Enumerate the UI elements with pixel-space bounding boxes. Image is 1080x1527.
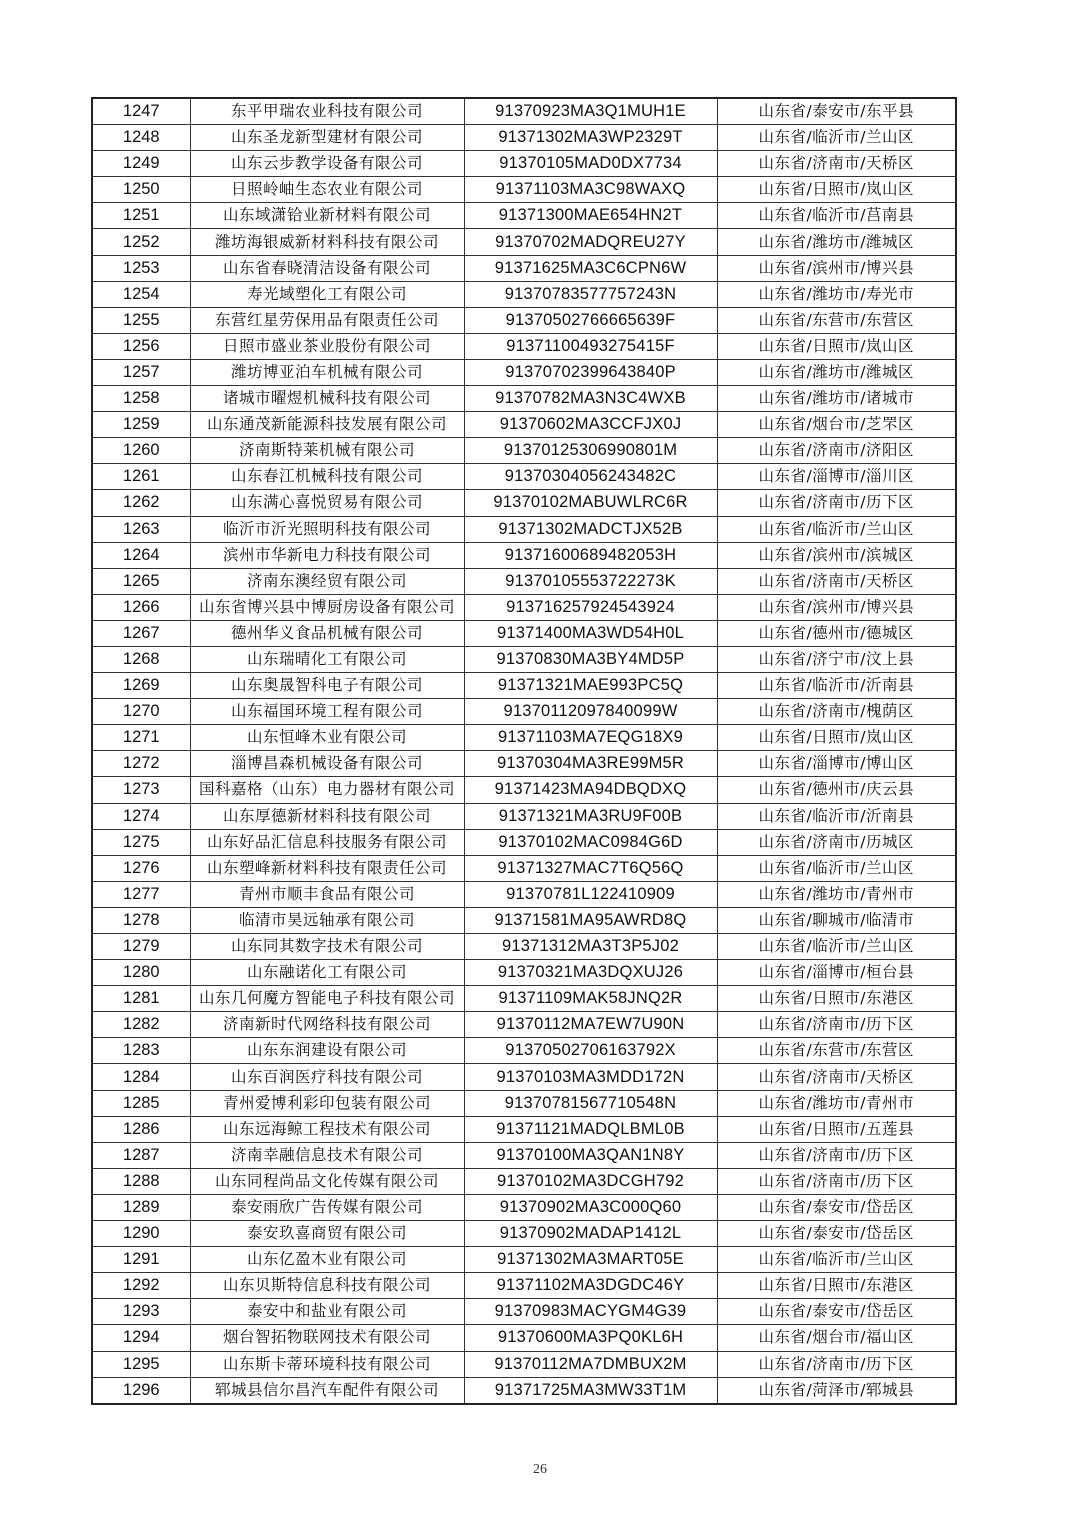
company-name-cell: 淄博昌森机械设备有限公司 <box>190 751 464 777</box>
credit-code-cell: 91370102MA3DCGH792 <box>464 1168 717 1194</box>
company-name-cell: 东平甲瑞农业科技有限公司 <box>190 98 464 125</box>
table-row <box>92 960 956 986</box>
row-number-cell: 1285 <box>92 1090 190 1116</box>
region-cell: 山东省/滨州市/博兴县 <box>717 594 956 620</box>
company-name-cell: 临清市昊远轴承有限公司 <box>190 907 464 933</box>
credit-code-cell: 91371302MADCTJX52B <box>464 516 717 542</box>
company-name-cell: 日照岭岫生态农业有限公司 <box>190 177 464 203</box>
company-name-cell: 东营红星劳保用品有限责任公司 <box>190 307 464 333</box>
table-row <box>92 803 956 829</box>
credit-code-cell: 91370902MADAP1412L <box>464 1221 717 1247</box>
table-row <box>92 203 956 229</box>
row-number-cell: 1280 <box>92 960 190 986</box>
page-number: 26 <box>533 1462 547 1477</box>
table-row <box>92 151 956 177</box>
row-number-cell: 1276 <box>92 855 190 881</box>
company-name-cell: 山东厚德新材料科技有限公司 <box>190 803 464 829</box>
region-cell: 山东省/临沂市/兰山区 <box>717 1247 956 1273</box>
company-name-cell: 山东圣龙新型建材有限公司 <box>190 125 464 151</box>
region-cell: 山东省/济南市/济阳区 <box>717 438 956 464</box>
company-name-cell: 山东同其数字技术有限公司 <box>190 934 464 960</box>
table-body <box>92 98 956 1404</box>
region-cell: 山东省/临沂市/兰山区 <box>717 855 956 881</box>
credit-code-cell: 91371423MA94DBQDXQ <box>464 777 717 803</box>
table-row <box>92 1299 956 1325</box>
credit-code-cell: 91370304056243482C <box>464 464 717 490</box>
table-row <box>92 568 956 594</box>
table-row <box>92 1038 956 1064</box>
company-name-cell: 山东亿盈木业有限公司 <box>190 1247 464 1273</box>
table-row <box>92 777 956 803</box>
credit-code-cell: 91371725MA3MW33T1M <box>464 1377 717 1404</box>
table-row <box>92 673 956 699</box>
credit-code-cell: 91371103MA3C98WAXQ <box>464 177 717 203</box>
company-name-cell: 山东好品汇信息科技服务有限公司 <box>190 829 464 855</box>
company-name-cell: 山东斯卡蒂环境科技有限公司 <box>190 1351 464 1377</box>
credit-code-cell: 91370304MA3RE99M5R <box>464 751 717 777</box>
credit-code-cell: 91370102MAC0984G6D <box>464 829 717 855</box>
region-cell: 山东省/淄博市/博山区 <box>717 751 956 777</box>
row-number-cell: 1256 <box>92 333 190 359</box>
company-name-cell: 山东域潇铪业新材料有限公司 <box>190 203 464 229</box>
row-number-cell: 1295 <box>92 1351 190 1377</box>
region-cell: 山东省/济南市/天桥区 <box>717 151 956 177</box>
row-number-cell: 1268 <box>92 646 190 672</box>
company-name-cell: 国科嘉格（山东）电力器材有限公司 <box>190 777 464 803</box>
table-row <box>92 542 956 568</box>
credit-code-cell: 91370112MA7DMBUX2M <box>464 1351 717 1377</box>
table-row <box>92 438 956 464</box>
company-name-cell: 烟台智拓物联网技术有限公司 <box>190 1325 464 1351</box>
table-row <box>92 281 956 307</box>
region-cell: 山东省/潍坊市/潍城区 <box>717 229 956 255</box>
row-number-cell: 1284 <box>92 1064 190 1090</box>
row-number-cell: 1253 <box>92 255 190 281</box>
row-number-cell: 1279 <box>92 934 190 960</box>
table-row <box>92 1142 956 1168</box>
company-name-cell: 济南斯特莱机械有限公司 <box>190 438 464 464</box>
region-cell: 山东省/潍坊市/潍城区 <box>717 359 956 385</box>
row-number-cell: 1248 <box>92 125 190 151</box>
credit-code-cell: 91370102MABUWLRC6R <box>464 490 717 516</box>
table-row <box>92 829 956 855</box>
region-cell: 山东省/滨州市/博兴县 <box>717 255 956 281</box>
row-number-cell: 1273 <box>92 777 190 803</box>
row-number-cell: 1252 <box>92 229 190 255</box>
region-cell: 山东省/泰安市/岱岳区 <box>717 1299 956 1325</box>
region-cell: 山东省/潍坊市/诸城市 <box>717 386 956 412</box>
region-cell: 山东省/济南市/历下区 <box>717 1351 956 1377</box>
table-row <box>92 125 956 151</box>
company-name-cell: 山东同程尚品文化传媒有限公司 <box>190 1168 464 1194</box>
table-row <box>92 699 956 725</box>
table-row <box>92 1194 956 1220</box>
region-cell: 山东省/潍坊市/青州市 <box>717 1090 956 1116</box>
company-name-cell: 山东福国环境工程有限公司 <box>190 699 464 725</box>
row-number-cell: 1255 <box>92 307 190 333</box>
row-number-cell: 1265 <box>92 568 190 594</box>
company-name-cell: 山东奥晟智科电子有限公司 <box>190 673 464 699</box>
company-name-cell: 潍坊博亚泊车机械有限公司 <box>190 359 464 385</box>
region-cell: 山东省/临沂市/兰山区 <box>717 125 956 151</box>
credit-code-cell: 91370923MA3Q1MUH1E <box>464 98 717 125</box>
region-cell: 山东省/淄博市/桓台县 <box>717 960 956 986</box>
credit-code-cell: 91370781L122410909 <box>464 881 717 907</box>
table-row <box>92 934 956 960</box>
company-name-cell: 山东东润建设有限公司 <box>190 1038 464 1064</box>
company-name-cell: 山东满心喜悦贸易有限公司 <box>190 490 464 516</box>
row-number-cell: 1277 <box>92 881 190 907</box>
credit-code-cell: 91370781567710548N <box>464 1090 717 1116</box>
table-row <box>92 751 956 777</box>
region-cell: 山东省/泰安市/岱岳区 <box>717 1221 956 1247</box>
row-number-cell: 1263 <box>92 516 190 542</box>
credit-code-cell: 91370702MADQREU27Y <box>464 229 717 255</box>
row-number-cell: 1288 <box>92 1168 190 1194</box>
row-number-cell: 1294 <box>92 1325 190 1351</box>
company-name-cell: 山东省博兴县中博厨房设备有限公司 <box>190 594 464 620</box>
region-cell: 山东省/日照市/岚山区 <box>717 333 956 359</box>
credit-code-cell: 91371100493275415F <box>464 333 717 359</box>
table-row <box>92 412 956 438</box>
row-number-cell: 1264 <box>92 542 190 568</box>
credit-code-cell: 91370112097840099W <box>464 699 717 725</box>
table-row <box>92 1247 956 1273</box>
company-name-cell: 济南新时代网络科技有限公司 <box>190 1012 464 1038</box>
region-cell: 山东省/东营市/东营区 <box>717 307 956 333</box>
company-name-cell: 泰安玖喜商贸有限公司 <box>190 1221 464 1247</box>
table-row <box>92 1168 956 1194</box>
credit-code-cell: 91371312MA3T3P5J02 <box>464 934 717 960</box>
row-number-cell: 1292 <box>92 1273 190 1299</box>
credit-code-cell: 91370830MA3BY4MD5P <box>464 646 717 672</box>
table-row <box>92 516 956 542</box>
company-name-cell: 临沂市沂光照明科技有限公司 <box>190 516 464 542</box>
region-cell: 山东省/日照市/东港区 <box>717 986 956 1012</box>
company-name-cell: 泰安雨欣广告传媒有限公司 <box>190 1194 464 1220</box>
table-row <box>92 255 956 281</box>
credit-code-cell: 91370902MA3C000Q60 <box>464 1194 717 1220</box>
region-cell: 山东省/潍坊市/寿光市 <box>717 281 956 307</box>
region-cell: 山东省/临沂市/沂南县 <box>717 803 956 829</box>
credit-code-cell: 91370782MA3N3C4WXB <box>464 386 717 412</box>
table-row <box>92 1351 956 1377</box>
credit-code-cell: 91370125306990801M <box>464 438 717 464</box>
row-number-cell: 1270 <box>92 699 190 725</box>
company-name-cell: 寿光域塑化工有限公司 <box>190 281 464 307</box>
row-number-cell: 1278 <box>92 907 190 933</box>
region-cell: 山东省/济南市/槐荫区 <box>717 699 956 725</box>
region-cell: 山东省/济南市/历城区 <box>717 829 956 855</box>
credit-code-cell: 91371321MAE993PC5Q <box>464 673 717 699</box>
credit-code-cell: 91370502766665639F <box>464 307 717 333</box>
company-name-cell: 山东瑞晴化工有限公司 <box>190 646 464 672</box>
table-row <box>92 1377 956 1404</box>
row-number-cell: 1290 <box>92 1221 190 1247</box>
row-number-cell: 1260 <box>92 438 190 464</box>
region-cell: 山东省/济宁市/汶上县 <box>717 646 956 672</box>
credit-code-cell: 91370105MAD0DX7734 <box>464 151 717 177</box>
row-number-cell: 1283 <box>92 1038 190 1064</box>
table-row <box>92 1090 956 1116</box>
company-name-cell: 郓城县信尔昌汽车配件有限公司 <box>190 1377 464 1404</box>
company-name-cell: 山东贝斯特信息科技有限公司 <box>190 1273 464 1299</box>
company-name-cell: 德州华义食品机械有限公司 <box>190 620 464 646</box>
region-cell: 山东省/德州市/庆云县 <box>717 777 956 803</box>
credit-code-cell: 91370105553722273K <box>464 568 717 594</box>
company-name-cell: 济南幸融信息技术有限公司 <box>190 1142 464 1168</box>
company-name-cell: 山东远海鲸工程技术有限公司 <box>190 1116 464 1142</box>
credit-code-cell: 91371302MA3WP2329T <box>464 125 717 151</box>
region-cell: 山东省/淄博市/淄川区 <box>717 464 956 490</box>
row-number-cell: 1272 <box>92 751 190 777</box>
region-cell: 山东省/东营市/东营区 <box>717 1038 956 1064</box>
row-number-cell: 1247 <box>92 98 190 125</box>
region-cell: 山东省/日照市/东港区 <box>717 1273 956 1299</box>
company-name-cell: 山东几何魔方智能电子科技有限公司 <box>190 986 464 1012</box>
credit-code-cell: 91370702399643840P <box>464 359 717 385</box>
table-row <box>92 1325 956 1351</box>
company-name-cell: 青州爱博利彩印包装有限公司 <box>190 1090 464 1116</box>
row-number-cell: 1287 <box>92 1142 190 1168</box>
table-row <box>92 386 956 412</box>
region-cell: 山东省/临沂市/沂南县 <box>717 673 956 699</box>
table-row <box>92 907 956 933</box>
table-row <box>92 855 956 881</box>
region-cell: 山东省/泰安市/东平县 <box>717 98 956 125</box>
table-row <box>92 359 956 385</box>
row-number-cell: 1267 <box>92 620 190 646</box>
table-row <box>92 1273 956 1299</box>
table-row <box>92 1116 956 1142</box>
region-cell: 山东省/日照市/五莲县 <box>717 1116 956 1142</box>
credit-code-cell: 91371302MA3MART05E <box>464 1247 717 1273</box>
credit-code-cell: 91370600MA3PQ0KL6H <box>464 1325 717 1351</box>
row-number-cell: 1286 <box>92 1116 190 1142</box>
table-row <box>92 881 956 907</box>
table-row <box>92 986 956 1012</box>
region-cell: 山东省/临沂市/莒南县 <box>717 203 956 229</box>
row-number-cell: 1261 <box>92 464 190 490</box>
company-list-table <box>91 97 957 1405</box>
credit-code-cell: 91371300MAE654HN2T <box>464 203 717 229</box>
credit-code-cell: 91371400MA3WD54H0L <box>464 620 717 646</box>
company-name-cell: 山东省春晓清洁设备有限公司 <box>190 255 464 281</box>
region-cell: 山东省/泰安市/岱岳区 <box>717 1194 956 1220</box>
region-cell: 山东省/济南市/历下区 <box>717 490 956 516</box>
credit-code-cell: 91371581MA95AWRD8Q <box>464 907 717 933</box>
row-number-cell: 1293 <box>92 1299 190 1325</box>
row-number-cell: 1258 <box>92 386 190 412</box>
row-number-cell: 1254 <box>92 281 190 307</box>
credit-code-cell: 91370103MA3MDD172N <box>464 1064 717 1090</box>
company-name-cell: 山东春江机械科技有限公司 <box>190 464 464 490</box>
table-row <box>92 725 956 751</box>
credit-code-cell: 91370112MA7EW7U90N <box>464 1012 717 1038</box>
credit-code-cell: 91371600689482053H <box>464 542 717 568</box>
row-number-cell: 1262 <box>92 490 190 516</box>
table-row <box>92 1064 956 1090</box>
row-number-cell: 1296 <box>92 1377 190 1404</box>
table-row <box>92 98 956 125</box>
row-number-cell: 1281 <box>92 986 190 1012</box>
row-number-cell: 1271 <box>92 725 190 751</box>
table-row <box>92 620 956 646</box>
table-row <box>92 229 956 255</box>
company-name-cell: 潍坊海银威新材料科技有限公司 <box>190 229 464 255</box>
company-name-cell: 泰安中和盐业有限公司 <box>190 1299 464 1325</box>
row-number-cell: 1275 <box>92 829 190 855</box>
row-number-cell: 1289 <box>92 1194 190 1220</box>
row-number-cell: 1259 <box>92 412 190 438</box>
table-row <box>92 333 956 359</box>
credit-code-cell: 91370602MA3CCFJX0J <box>464 412 717 438</box>
company-name-cell: 滨州市华新电力科技有限公司 <box>190 542 464 568</box>
credit-code-cell: 91370502706163792X <box>464 1038 717 1064</box>
table-row <box>92 646 956 672</box>
region-cell: 山东省/滨州市/滨城区 <box>717 542 956 568</box>
table-row <box>92 1012 956 1038</box>
company-name-cell: 山东恒峰木业有限公司 <box>190 725 464 751</box>
table-row <box>92 1221 956 1247</box>
credit-code-cell: 91371321MA3RU9F00B <box>464 803 717 829</box>
region-cell: 山东省/德州市/德城区 <box>717 620 956 646</box>
company-name-cell: 青州市顺丰食品有限公司 <box>190 881 464 907</box>
row-number-cell: 1250 <box>92 177 190 203</box>
table-row <box>92 307 956 333</box>
company-name-cell: 日照市盛业茶业股份有限公司 <box>190 333 464 359</box>
credit-code-cell: 91371121MADQLBML0B <box>464 1116 717 1142</box>
credit-code-cell: 91371109MAK58JNQ2R <box>464 986 717 1012</box>
region-cell: 山东省/烟台市/芝罘区 <box>717 412 956 438</box>
region-cell: 山东省/临沂市/兰山区 <box>717 934 956 960</box>
region-cell: 山东省/日照市/岚山区 <box>717 725 956 751</box>
region-cell: 山东省/济南市/天桥区 <box>717 568 956 594</box>
row-number-cell: 1251 <box>92 203 190 229</box>
row-number-cell: 1282 <box>92 1012 190 1038</box>
region-cell: 山东省/聊城市/临清市 <box>717 907 956 933</box>
row-number-cell: 1257 <box>92 359 190 385</box>
region-cell: 山东省/济南市/历下区 <box>717 1142 956 1168</box>
credit-code-cell: 91371102MA3DGDC46Y <box>464 1273 717 1299</box>
row-number-cell: 1269 <box>92 673 190 699</box>
row-number-cell: 1274 <box>92 803 190 829</box>
company-name-cell: 山东云步教学设备有限公司 <box>190 151 464 177</box>
table-row <box>92 177 956 203</box>
credit-code-cell: 91371327MAC7T6Q56Q <box>464 855 717 881</box>
company-name-cell: 济南东澳经贸有限公司 <box>190 568 464 594</box>
row-number-cell: 1266 <box>92 594 190 620</box>
region-cell: 山东省/临沂市/兰山区 <box>717 516 956 542</box>
table-row <box>92 490 956 516</box>
table-row <box>92 594 956 620</box>
region-cell: 山东省/潍坊市/青州市 <box>717 881 956 907</box>
company-name-cell: 诸城市曜煜机械科技有限公司 <box>190 386 464 412</box>
credit-code-cell: 91370783577757243N <box>464 281 717 307</box>
company-name-cell: 山东通茂新能源科技发展有限公司 <box>190 412 464 438</box>
row-number-cell: 1291 <box>92 1247 190 1273</box>
region-cell: 山东省/菏泽市/郓城县 <box>717 1377 956 1404</box>
row-number-cell: 1249 <box>92 151 190 177</box>
table-row <box>92 464 956 490</box>
credit-code-cell: 91370321MA3DQXUJ26 <box>464 960 717 986</box>
credit-code-cell: 91370983MACYGM4G39 <box>464 1299 717 1325</box>
company-name-cell: 山东塑峰新材料科技有限责任公司 <box>190 855 464 881</box>
region-cell: 山东省/日照市/岚山区 <box>717 177 956 203</box>
credit-code-cell: 913716257924543924 <box>464 594 717 620</box>
company-name-cell: 山东百润医疗科技有限公司 <box>190 1064 464 1090</box>
company-name-cell: 山东融诺化工有限公司 <box>190 960 464 986</box>
region-cell: 山东省/济南市/历下区 <box>717 1012 956 1038</box>
credit-code-cell: 91370100MA3QAN1N8Y <box>464 1142 717 1168</box>
region-cell: 山东省/烟台市/福山区 <box>717 1325 956 1351</box>
credit-code-cell: 91371625MA3C6CPN6W <box>464 255 717 281</box>
region-cell: 山东省/济南市/历下区 <box>717 1168 956 1194</box>
credit-code-cell: 91371103MA7EQG18X9 <box>464 725 717 751</box>
region-cell: 山东省/济南市/天桥区 <box>717 1064 956 1090</box>
